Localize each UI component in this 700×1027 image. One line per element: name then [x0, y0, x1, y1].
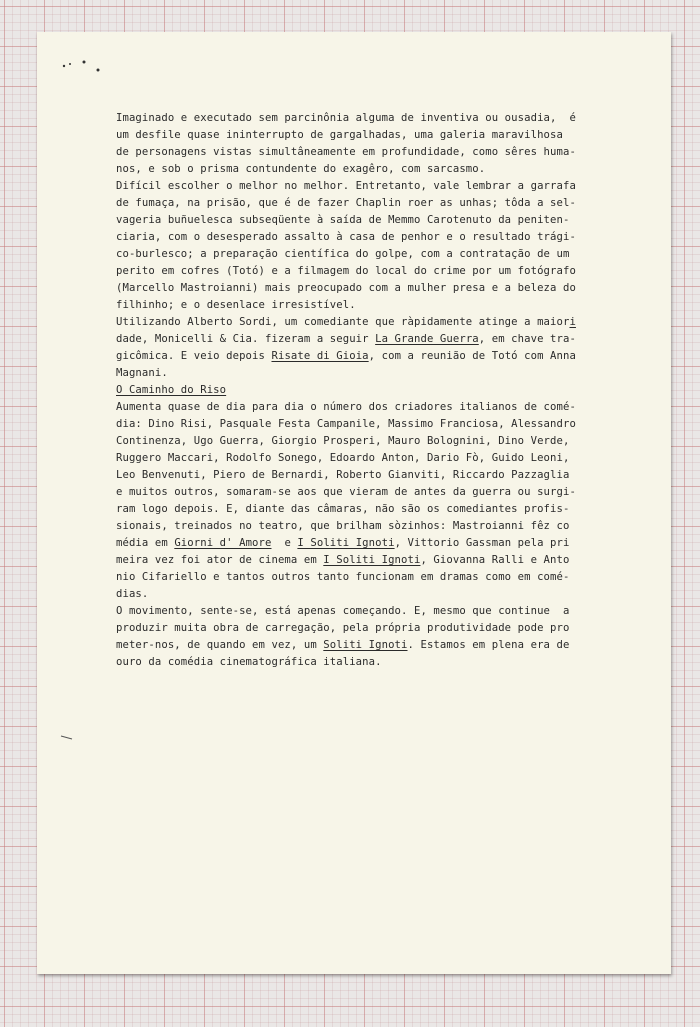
- text-line: [116, 620, 661, 637]
- text-segment: meter-nos, de quando em vez, um: [116, 639, 324, 651]
- text-segment: (Marcello Mastroianni) mais preocupado com a mulher presa e a beleza do: [116, 282, 576, 294]
- text-segment: sionais, treinados no teatro, que brilham sòzinhos: Mastroianni fêz co: [116, 520, 570, 532]
- text-line: [116, 467, 661, 484]
- text-line: [116, 280, 661, 297]
- text-line: [116, 484, 661, 501]
- text-segment: O movimento, sente-se, está apenas começando. E, mesmo que continue a: [116, 605, 570, 617]
- text-segment: Continenza, Ugo Guerra, Giorgio Prosperi, Mauro Bolognini, Dino Verde,: [116, 435, 570, 447]
- text-line: [116, 654, 661, 671]
- underlined-title: Soliti Ignoti: [323, 639, 408, 651]
- text-segment: Difícil escolher o melhor no melhor. Entretanto, vale lembrar a garrafa: [116, 180, 576, 192]
- pencil-mark: [60, 734, 80, 744]
- text-line: [116, 365, 661, 382]
- text-segment: nio Cifariello e tantos outros tanto funcionam em dramas como em comé-: [116, 571, 570, 583]
- text-line: [116, 229, 661, 246]
- text-segment: de fumaça, na prisão, que é de fazer Chaplin roer as unhas; tôda a sel-: [116, 197, 576, 209]
- underlined-title: I Soliti Ignoti: [323, 554, 421, 566]
- text-segment: Aumenta quase de dia para dia o número dos criadores italianos de comé-: [116, 401, 576, 413]
- underlined-title: Risate di Gioia: [271, 350, 369, 362]
- text-line: [116, 637, 661, 654]
- text-line: [116, 178, 661, 195]
- text-line: [116, 212, 661, 229]
- text-line: [116, 161, 661, 178]
- underlined-title: I Soliti Ignoti: [297, 537, 395, 549]
- underlined-title: La Grande Guerra: [375, 333, 479, 345]
- underlined-title: Giorni d' Amore: [174, 537, 272, 549]
- text-line: [116, 586, 661, 603]
- underlined-title: O Caminho do Riso: [116, 384, 227, 396]
- text-line: [116, 110, 661, 127]
- text-line: [116, 450, 661, 467]
- text-line: [116, 518, 661, 535]
- text-line: [116, 297, 661, 314]
- text-segment: , Giovanna Ralli e Anto: [420, 554, 570, 566]
- text-line: [116, 399, 661, 416]
- text-line: [116, 127, 661, 144]
- text-line: [116, 569, 661, 586]
- text-segment: um desfile quase ininterrupto de gargalhadas, uma galeria maravilhosa: [116, 129, 563, 141]
- text-segment: Imaginado e executado sem parcinônia alguma de inventiva ou ousadia, é: [116, 112, 576, 124]
- text-segment: co-burlesco; a preparação científica do golpe, com a contratação de um: [116, 248, 570, 260]
- text-segment: Magnani.: [116, 367, 168, 379]
- text-segment: ciaria, com o desesperado assalto à casa de penhor e o resultado trági-: [116, 231, 576, 243]
- text-line: [116, 144, 661, 161]
- text-line: [116, 195, 661, 212]
- text-segment: , em chave tra-: [478, 333, 576, 345]
- text-segment: dia: Dino Risi, Pasquale Festa Campanile, Massimo Franciosa, Alessandro: [116, 418, 576, 430]
- text-line: [116, 263, 661, 280]
- text-segment: perito em cofres (Totó) e a filmagem do local do crime por um fotógrafo: [116, 265, 576, 277]
- text-line: [116, 382, 661, 399]
- text-segment: dias.: [116, 588, 149, 600]
- text-line: [116, 535, 661, 552]
- text-segment: nos, e sob o prisma contundente do exagêro, com sarcasmo.: [116, 163, 486, 175]
- text-segment: , com a reunião de Totó com Anna: [368, 350, 576, 362]
- text-line: [116, 246, 661, 263]
- text-line: [116, 331, 661, 348]
- text-line: [116, 552, 661, 569]
- text-segment: . Estamos em plena era de: [407, 639, 570, 651]
- text-segment: e: [271, 537, 298, 549]
- text-segment: gicômica. E veio depois: [116, 350, 272, 362]
- article-text: [116, 110, 661, 671]
- text-segment: Leo Benvenuti, Piero de Bernardi, Roberto Gianviti, Riccardo Pazzaglia: [116, 469, 570, 481]
- text-segment: e muitos outros, somaram-se aos que vieram de antes da guerra ou surgi-: [116, 486, 576, 498]
- text-segment: vageria buñuelesca subseqüente à saída de Memmo Carotenuto da peniten-: [116, 214, 570, 226]
- text-line: [116, 603, 661, 620]
- text-segment: produzir muita obra de carregação, pela própria produtividade pode pro: [116, 622, 570, 634]
- underlined-title: i: [569, 316, 576, 328]
- text-line: [116, 433, 661, 450]
- text-line: [116, 348, 661, 365]
- text-line: [116, 314, 661, 331]
- text-segment: média em: [116, 537, 175, 549]
- text-segment: meira vez foi ator de cinema em: [116, 554, 324, 566]
- ink-specks: [60, 56, 110, 76]
- text-segment: Utilizando Alberto Sordi, um comediante que ràpidamente atinge a maior: [116, 316, 570, 328]
- text-segment: , Vittorio Gassman pela pri: [394, 537, 570, 549]
- text-line: [116, 416, 661, 433]
- text-segment: dade, Monicelli & Cia. fizeram a seguir: [116, 333, 376, 345]
- text-line: [116, 501, 661, 518]
- text-segment: de personagens vistas simultâneamente em profundidade, como sêres huma-: [116, 146, 576, 158]
- text-segment: ram logo depois. E, diante das câmaras, não são os comediantes profis-: [116, 503, 570, 515]
- text-segment: Ruggero Maccari, Rodolfo Sonego, Edoardo Anton, Dario Fò, Guido Leoni,: [116, 452, 570, 464]
- text-segment: filhinho; e o desenlace irresistível.: [116, 299, 356, 311]
- text-segment: ouro da comédia cinematográfica italiana.: [116, 656, 382, 668]
